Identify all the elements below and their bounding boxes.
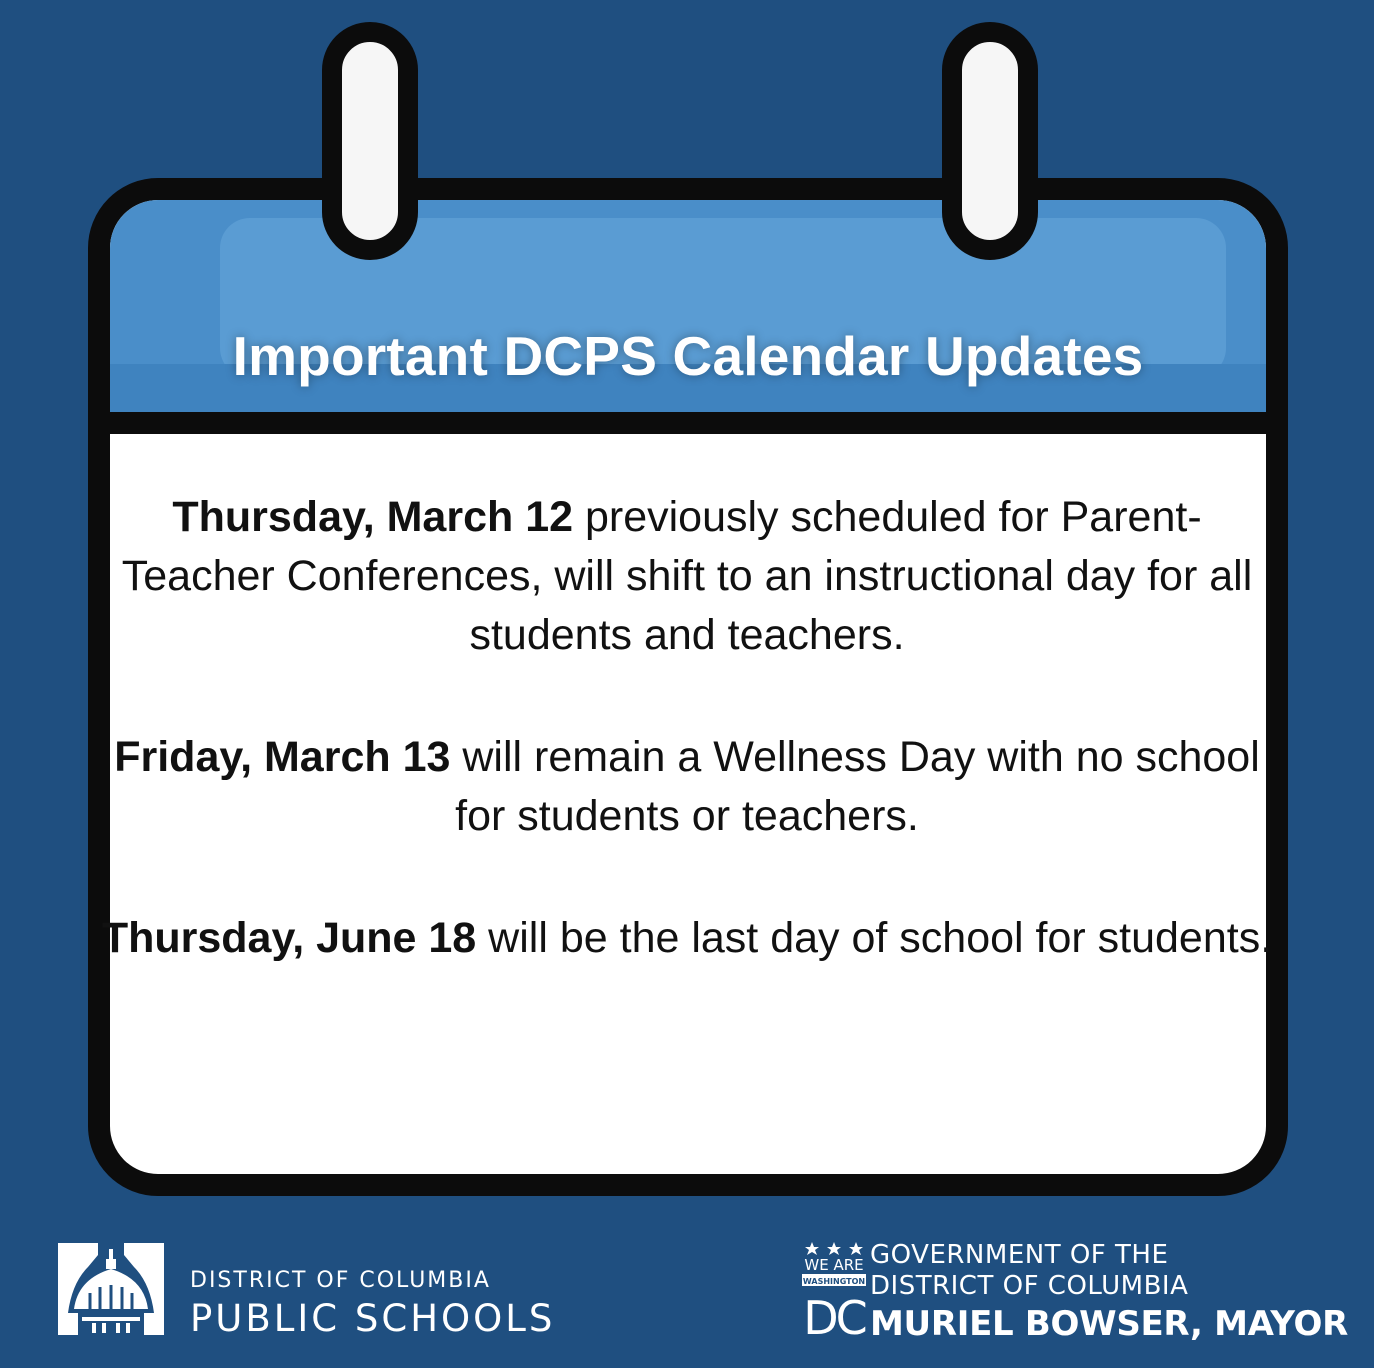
dcps-wordmark [190,1266,555,1342]
dc-mark-top: WE ARE [804,1256,864,1274]
calendar-ring-icon [942,22,1038,260]
capitol-dome-icon [58,1243,164,1335]
dc-flag-stars-icon [802,1242,866,1338]
dc-gov-line-2: DISTRICT OF COLUMBIA [870,1271,1189,1301]
page-title: Important DCPS Calendar Updates [232,325,1144,387]
dc-gov-line-1: GOVERNMENT OF THE [870,1240,1169,1270]
calendar-ring-icon [322,22,418,260]
update-text: previously scheduled for Parent-Teacher Conferences, will shift to an instructional day for all students and teachers. [121,493,1253,659]
update-date: Thursday, March 12 [172,493,574,541]
update-date: Thursday, June 18 [101,914,477,962]
updates-list [96,488,1278,968]
dcps-line-2: PUBLIC SCHOOLS [190,1297,556,1340]
update-text: will remain a Wellness Day with no school for students or teachers. [450,733,1260,840]
calendar-header [110,200,1266,434]
update-item [96,728,1278,846]
dc-mark-middle: WASHINGTON [802,1277,866,1286]
update-text: will be the last day of school for students. [476,914,1273,962]
update-item [96,488,1278,665]
update-date: Friday, March 13 [114,733,451,781]
update-item [96,909,1278,968]
dc-mayor-line: MURIEL BOWSER, MAYOR [870,1304,1348,1344]
dc-mark-bottom: DC [803,1291,865,1338]
dc-government-wordmark [870,1240,1348,1346]
dcps-line-1: DISTRICT OF COLUMBIA [190,1268,491,1293]
